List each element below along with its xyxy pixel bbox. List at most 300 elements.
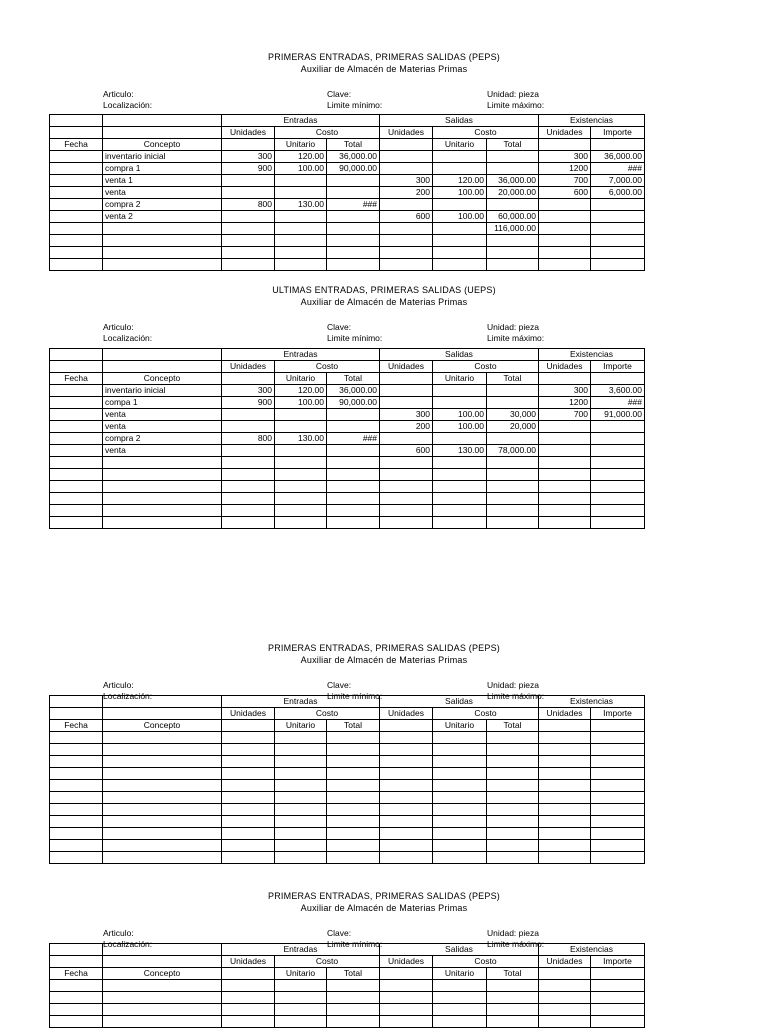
header-salidas-total: Total: [487, 720, 539, 732]
cell-fecha: [50, 744, 103, 756]
cell-concepto: [103, 732, 222, 744]
cell-existencias-unidades: [539, 199, 591, 211]
cell-salidas-unidades: [380, 744, 433, 756]
meta-label-unidad: Unidad: pieza: [487, 680, 539, 690]
header-concepto-top: [103, 115, 222, 127]
cell-fecha: [50, 445, 103, 457]
cell-salidas-unidades: [380, 768, 433, 780]
cell-existencias-importe: [591, 732, 645, 744]
header-blank: [539, 968, 591, 980]
cell-concepto: venta 2: [103, 211, 222, 223]
cell-salidas-unitario: [433, 235, 487, 247]
table-row: [50, 804, 645, 816]
cell-salidas-unidades: [380, 840, 433, 852]
cell-entradas-unidades: [222, 816, 275, 828]
cell-concepto: compra 1: [103, 163, 222, 175]
table-row: [50, 457, 645, 469]
header-row: [50, 708, 645, 720]
cell-entradas-unitario: [275, 992, 327, 1004]
cell-existencias-unidades: 1200: [539, 397, 591, 409]
cell-entradas-total: [327, 1004, 380, 1016]
header-blank: [591, 720, 645, 732]
cell-fecha: [50, 397, 103, 409]
cell-entradas-total: 36,000.00: [327, 385, 380, 397]
meta-label-clave: Clave:: [327, 89, 352, 99]
cell-entradas-unitario: [275, 457, 327, 469]
cell-existencias-unidades: 600: [539, 187, 591, 199]
cell-salidas-total: [487, 247, 539, 259]
table-row: [50, 517, 645, 529]
header-blank: [380, 720, 433, 732]
cell-concepto: [103, 840, 222, 852]
cell-salidas-unitario: [433, 469, 487, 481]
header-salidas-total: Total: [487, 968, 539, 980]
cell-entradas-total: [327, 792, 380, 804]
cell-entradas-total: [327, 828, 380, 840]
cell-salidas-unidades: [380, 163, 433, 175]
cell-entradas-unitario: 130.00: [275, 433, 327, 445]
cell-entradas-total: [327, 780, 380, 792]
table-row: [50, 780, 645, 792]
header-concepto: Concepto: [103, 968, 222, 980]
cell-concepto: [103, 992, 222, 1004]
cell-salidas-unitario: [433, 505, 487, 517]
header-entradas-unidades: Unidades: [222, 708, 275, 720]
meta-label-clave: Clave:: [327, 680, 352, 690]
cell-salidas-unidades: [380, 247, 433, 259]
cell-existencias-unidades: [539, 992, 591, 1004]
cell-entradas-unitario: [275, 445, 327, 457]
cell-existencias-unidades: [539, 756, 591, 768]
cell-entradas-unitario: [275, 517, 327, 529]
cell-entradas-unitario: 100.00: [275, 163, 327, 175]
cell-existencias-importe: [591, 505, 645, 517]
header-existencias-importe: Importe: [591, 956, 645, 968]
cell-entradas-unidades: [222, 259, 275, 271]
meta-label-unidad: Unidad: pieza: [487, 928, 539, 938]
cell-entradas-total: 36,000.00: [327, 151, 380, 163]
header-blank: [222, 968, 275, 980]
header-entradas-unitario: Unitario: [275, 139, 327, 151]
header-row: [50, 956, 645, 968]
cell-concepto: venta: [103, 421, 222, 433]
cell-salidas-unidades: [380, 385, 433, 397]
cell-concepto: [103, 493, 222, 505]
table-row: [50, 421, 645, 433]
header-blank: [222, 139, 275, 151]
cell-entradas-total: [327, 505, 380, 517]
cell-fecha: [50, 980, 103, 992]
header-salidas-unidades: Unidades: [380, 956, 433, 968]
table-row: [50, 235, 645, 247]
cell-salidas-unidades: [380, 732, 433, 744]
header-concepto: Concepto: [103, 720, 222, 732]
header-fecha-mid: [50, 127, 103, 139]
cell-salidas-unitario: [433, 481, 487, 493]
meta-label-articulo: Articulo:: [103, 322, 134, 332]
cell-entradas-unidades: [222, 852, 275, 864]
cell-entradas-unidades: [222, 804, 275, 816]
header-salidas-costo: Costo: [433, 127, 539, 139]
cell-salidas-unitario: 100.00: [433, 211, 487, 223]
table-row: [50, 409, 645, 421]
cell-salidas-unitario: [433, 756, 487, 768]
cell-salidas-total: [487, 397, 539, 409]
meta-label-limite-maximo: Limite máximo:: [487, 691, 545, 701]
cell-fecha: [50, 469, 103, 481]
cell-existencias-importe: [591, 852, 645, 864]
cell-fecha: [50, 792, 103, 804]
header-entradas-costo: Costo: [275, 361, 380, 373]
cell-entradas-unitario: 120.00: [275, 151, 327, 163]
meta-label-clave: Clave:: [327, 928, 352, 938]
cell-existencias-importe: [591, 457, 645, 469]
cell-entradas-unidades: [222, 732, 275, 744]
cell-entradas-unitario: [275, 980, 327, 992]
cell-salidas-unidades: [380, 852, 433, 864]
cell-entradas-unidades: [222, 768, 275, 780]
cell-salidas-total: [487, 433, 539, 445]
cell-existencias-importe: 91,000.00: [591, 409, 645, 421]
cell-salidas-unidades: [380, 235, 433, 247]
cell-entradas-unitario: [275, 1016, 327, 1028]
cell-salidas-total: 116,000.00: [487, 223, 539, 235]
cell-salidas-total: [487, 1004, 539, 1016]
cell-existencias-importe: 3,600.00: [591, 385, 645, 397]
cell-salidas-total: [487, 840, 539, 852]
cell-existencias-importe: [591, 992, 645, 1004]
header-blank: [539, 139, 591, 151]
meta-label-localizacion: Localización:: [103, 691, 153, 701]
cell-concepto: venta: [103, 445, 222, 457]
header-fecha-top: [50, 115, 103, 127]
cell-existencias-unidades: [539, 517, 591, 529]
table-row: [50, 385, 645, 397]
cell-fecha: [50, 852, 103, 864]
cell-entradas-total: [327, 816, 380, 828]
table-row: [50, 493, 645, 505]
sheet-subtitle: Auxiliar de Almacén de Materias Primas: [300, 297, 468, 307]
cell-salidas-unitario: [433, 397, 487, 409]
cell-salidas-total: [487, 259, 539, 271]
cell-fecha: [50, 421, 103, 433]
cell-salidas-unitario: [433, 840, 487, 852]
cell-salidas-unidades: [380, 397, 433, 409]
header-blank: [591, 968, 645, 980]
cell-concepto: [103, 980, 222, 992]
cell-entradas-unitario: [275, 505, 327, 517]
header-blank: [591, 373, 645, 385]
cell-fecha: [50, 992, 103, 1004]
cell-existencias-importe: [591, 792, 645, 804]
cell-entradas-unitario: [275, 493, 327, 505]
cell-salidas-unidades: [380, 780, 433, 792]
header-salidas: Salidas: [380, 349, 539, 361]
table-row: [50, 259, 645, 271]
cell-entradas-unitario: [275, 469, 327, 481]
header-entradas-unitario: Unitario: [275, 968, 327, 980]
cell-salidas-unitario: [433, 223, 487, 235]
cell-concepto: venta: [103, 187, 222, 199]
cell-existencias-importe: [591, 828, 645, 840]
cell-salidas-unitario: [433, 457, 487, 469]
meta-label-limite-minimo: Limite mínimo:: [327, 100, 383, 110]
cell-salidas-total: 36,000.00: [487, 175, 539, 187]
meta-label-unidad: Unidad: pieza: [487, 322, 539, 332]
meta-label-limite-maximo: Limite máximo:: [487, 939, 545, 949]
cell-salidas-unidades: [380, 980, 433, 992]
header-concepto-mid: [103, 708, 222, 720]
cell-entradas-unidades: [222, 445, 275, 457]
header-row: [50, 139, 645, 151]
sheet-title: PRIMERAS ENTRADAS, PRIMERAS SALIDAS (PEPS): [268, 52, 500, 62]
cell-salidas-total: 20,000: [487, 421, 539, 433]
header-row: [50, 373, 645, 385]
cell-fecha: [50, 163, 103, 175]
cell-salidas-total: [487, 780, 539, 792]
table-row: [50, 756, 645, 768]
cell-existencias-unidades: 700: [539, 175, 591, 187]
meta-label-limite-minimo: Limite mínimo:: [327, 333, 383, 343]
header-blank: [380, 139, 433, 151]
cell-salidas-total: 20,000.00: [487, 187, 539, 199]
header-blank: [222, 720, 275, 732]
cell-entradas-total: [327, 259, 380, 271]
header-row: [50, 696, 645, 708]
cell-concepto: [103, 828, 222, 840]
table-row: [50, 505, 645, 517]
header-salidas-costo: Costo: [433, 708, 539, 720]
cell-existencias-unidades: [539, 852, 591, 864]
cell-entradas-unitario: [275, 768, 327, 780]
cell-existencias-importe: [591, 199, 645, 211]
cell-entradas-unidades: [222, 780, 275, 792]
cell-salidas-unidades: [380, 1016, 433, 1028]
table-row: [50, 481, 645, 493]
sheet-title: ULTIMAS ENTRADAS, PRIMERAS SALIDAS (UEPS): [272, 285, 496, 295]
cell-existencias-importe: ###: [591, 163, 645, 175]
header-row: [50, 944, 645, 956]
table-row: [50, 1004, 645, 1016]
cell-entradas-unidades: [222, 223, 275, 235]
cell-salidas-unitario: [433, 163, 487, 175]
cell-concepto: [103, 469, 222, 481]
cell-existencias-unidades: [539, 828, 591, 840]
cell-fecha: [50, 481, 103, 493]
header-fecha: Fecha: [50, 968, 103, 980]
cell-existencias-unidades: [539, 1004, 591, 1016]
cell-concepto: venta 1: [103, 175, 222, 187]
header-concepto-top: [103, 696, 222, 708]
header-concepto: Concepto: [103, 139, 222, 151]
cell-entradas-unidades: 800: [222, 433, 275, 445]
cell-entradas-unitario: [275, 259, 327, 271]
cell-concepto: [103, 756, 222, 768]
cell-entradas-unidades: [222, 840, 275, 852]
cell-salidas-unitario: 100.00: [433, 409, 487, 421]
header-fecha-mid: [50, 708, 103, 720]
header-entradas: Entradas: [222, 349, 380, 361]
cell-salidas-unidades: [380, 223, 433, 235]
cell-salidas-unitario: [433, 1004, 487, 1016]
cell-entradas-unidades: [222, 1004, 275, 1016]
table-row: [50, 1016, 645, 1028]
cell-existencias-unidades: [539, 481, 591, 493]
cell-concepto: [103, 744, 222, 756]
cell-entradas-total: [327, 211, 380, 223]
cell-entradas-total: 90,000.00: [327, 397, 380, 409]
cell-existencias-importe: [591, 421, 645, 433]
cell-existencias-importe: [591, 247, 645, 259]
cell-entradas-unidades: [222, 409, 275, 421]
header-salidas: Salidas: [380, 115, 539, 127]
cell-existencias-unidades: [539, 816, 591, 828]
cell-existencias-importe: [591, 980, 645, 992]
cell-salidas-total: [487, 235, 539, 247]
kardex-table: [49, 695, 645, 864]
cell-existencias-unidades: [539, 445, 591, 457]
header-existencias: Existencias: [539, 944, 645, 956]
sheet-title: PRIMERAS ENTRADAS, PRIMERAS SALIDAS (PEPS): [268, 643, 500, 653]
cell-salidas-total: [487, 505, 539, 517]
kardex-table: [49, 943, 645, 1028]
table-row: [50, 768, 645, 780]
cell-entradas-unitario: [275, 792, 327, 804]
cell-entradas-unidades: [222, 756, 275, 768]
header-salidas-unitario: Unitario: [433, 720, 487, 732]
cell-existencias-unidades: [539, 505, 591, 517]
cell-existencias-unidades: [539, 980, 591, 992]
cell-concepto: [103, 852, 222, 864]
cell-fecha: [50, 457, 103, 469]
cell-existencias-importe: [591, 780, 645, 792]
header-entradas-total: Total: [327, 373, 380, 385]
header-existencias-unidades: Unidades: [539, 127, 591, 139]
header-concepto-mid: [103, 127, 222, 139]
header-salidas: Salidas: [380, 696, 539, 708]
table-row: [50, 828, 645, 840]
cell-existencias-importe: [591, 235, 645, 247]
header-concepto-top: [103, 349, 222, 361]
cell-concepto: [103, 816, 222, 828]
cell-salidas-total: 78,000.00: [487, 445, 539, 457]
header-existencias-unidades: Unidades: [539, 708, 591, 720]
header-concepto-mid: [103, 361, 222, 373]
cell-entradas-total: ###: [327, 433, 380, 445]
cell-concepto: venta: [103, 409, 222, 421]
cell-fecha: [50, 816, 103, 828]
cell-entradas-unidades: [222, 421, 275, 433]
header-salidas-total: Total: [487, 373, 539, 385]
cell-entradas-total: [327, 469, 380, 481]
cell-salidas-total: [487, 151, 539, 163]
table-row: [50, 469, 645, 481]
header-row: [50, 968, 645, 980]
cell-existencias-unidades: [539, 211, 591, 223]
header-salidas-costo: Costo: [433, 956, 539, 968]
header-salidas-unidades: Unidades: [380, 361, 433, 373]
header-entradas-unitario: Unitario: [275, 720, 327, 732]
header-entradas: Entradas: [222, 944, 380, 956]
cell-existencias-unidades: [539, 792, 591, 804]
cell-concepto: [103, 804, 222, 816]
cell-entradas-total: [327, 481, 380, 493]
header-salidas-total: Total: [487, 139, 539, 151]
cell-salidas-unidades: [380, 756, 433, 768]
cell-fecha: [50, 235, 103, 247]
meta-label-localizacion: Localización:: [103, 333, 153, 343]
cell-salidas-total: 30,000: [487, 409, 539, 421]
cell-existencias-importe: 7,000.00: [591, 175, 645, 187]
header-salidas-costo: Costo: [433, 361, 539, 373]
cell-entradas-total: [327, 493, 380, 505]
cell-entradas-total: [327, 992, 380, 1004]
cell-salidas-unitario: [433, 732, 487, 744]
header-fecha: Fecha: [50, 720, 103, 732]
cell-entradas-unitario: [275, 235, 327, 247]
cell-entradas-unidades: [222, 247, 275, 259]
cell-entradas-total: [327, 768, 380, 780]
cell-salidas-total: [487, 493, 539, 505]
cell-existencias-importe: 6,000.00: [591, 187, 645, 199]
cell-existencias-unidades: [539, 1016, 591, 1028]
table-row: [50, 816, 645, 828]
table-row: [50, 397, 645, 409]
cell-entradas-total: [327, 187, 380, 199]
header-existencias: Existencias: [539, 696, 645, 708]
cell-salidas-total: [487, 816, 539, 828]
header-blank: [539, 720, 591, 732]
cell-salidas-unitario: [433, 992, 487, 1004]
table-row: [50, 247, 645, 259]
cell-existencias-importe: [591, 756, 645, 768]
cell-entradas-unidades: [222, 481, 275, 493]
cell-salidas-unitario: [433, 768, 487, 780]
cell-entradas-total: [327, 247, 380, 259]
cell-existencias-unidades: 1200: [539, 163, 591, 175]
cell-existencias-unidades: [539, 457, 591, 469]
cell-entradas-unitario: [275, 732, 327, 744]
cell-entradas-total: [327, 732, 380, 744]
cell-existencias-importe: [591, 493, 645, 505]
cell-entradas-unidades: 900: [222, 163, 275, 175]
cell-salidas-unidades: [380, 992, 433, 1004]
meta-label-limite-minimo: Limite mínimo:: [327, 691, 383, 701]
cell-existencias-importe: [591, 744, 645, 756]
cell-entradas-unitario: [275, 816, 327, 828]
header-row: [50, 127, 645, 139]
table-row: [50, 840, 645, 852]
cell-concepto: [103, 457, 222, 469]
header-entradas-unidades: Unidades: [222, 127, 275, 139]
header-fecha: Fecha: [50, 139, 103, 151]
cell-existencias-importe: [591, 804, 645, 816]
header-fecha-top: [50, 944, 103, 956]
cell-existencias-importe: [591, 1016, 645, 1028]
cell-salidas-unitario: [433, 816, 487, 828]
cell-concepto: [103, 259, 222, 271]
cell-fecha: [50, 804, 103, 816]
cell-fecha: [50, 259, 103, 271]
header-salidas: Salidas: [380, 944, 539, 956]
header-blank: [591, 139, 645, 151]
cell-entradas-unitario: [275, 481, 327, 493]
cell-entradas-total: [327, 175, 380, 187]
cell-existencias-importe: [591, 1004, 645, 1016]
cell-entradas-unidades: [222, 505, 275, 517]
cell-salidas-unitario: 130.00: [433, 445, 487, 457]
cell-entradas-total: [327, 409, 380, 421]
